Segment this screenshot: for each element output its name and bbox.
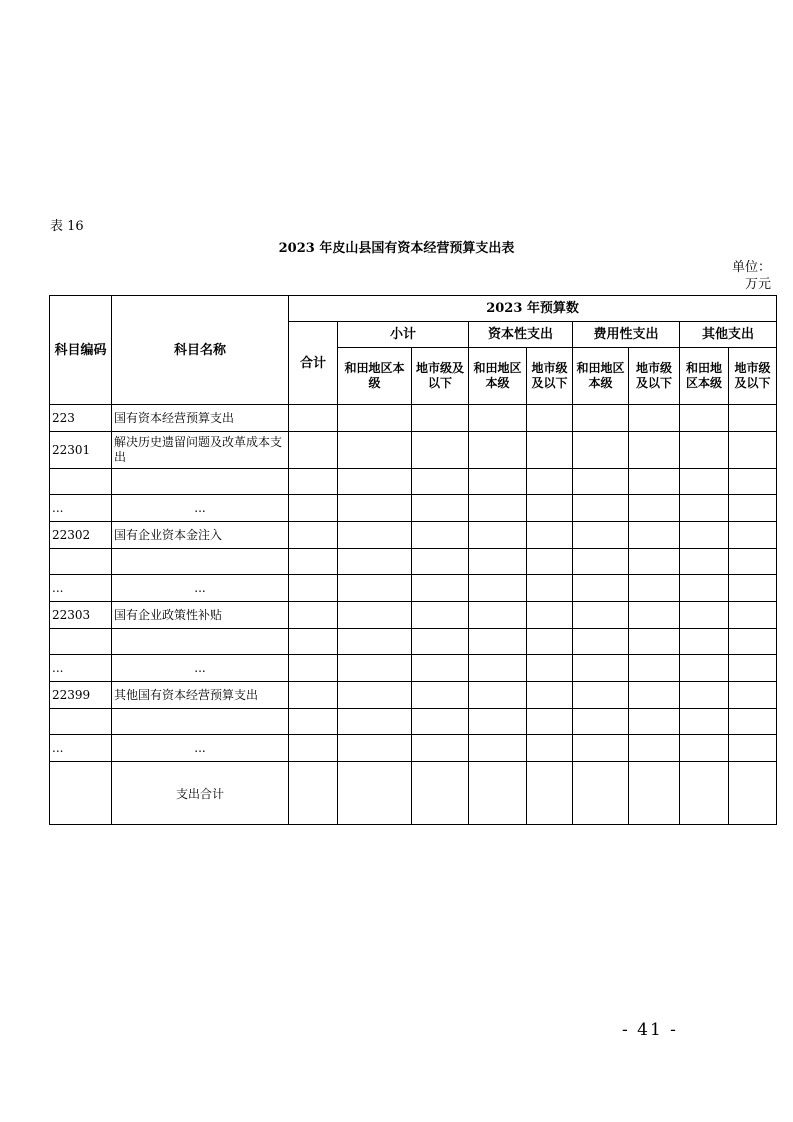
value-cell [680,602,729,629]
value-cell [338,655,412,682]
value-cell [338,549,412,575]
value-cell [289,682,338,709]
value-cell [573,682,629,709]
budget-table [49,295,777,825]
value-cell [729,762,777,825]
unit-label-line1: 单位： [731,260,771,275]
value-cell [629,682,680,709]
row-code: ... [50,495,112,522]
value-cell [412,522,469,549]
value-cell [289,735,338,762]
header-group: 费用性支出 [573,322,680,348]
value-cell [629,405,680,432]
row-name: 国有企业政策性补贴 [112,602,289,629]
header-sub: 地市级及以下 [527,348,573,405]
row-code [50,469,112,495]
value-cell [289,469,338,495]
value-cell [573,522,629,549]
value-cell [729,405,777,432]
page-number: - 41 - [622,1020,678,1040]
value-cell [729,629,777,655]
row-name [112,709,289,735]
value-cell [680,495,729,522]
value-cell [629,469,680,495]
value-cell [338,522,412,549]
value-cell [729,735,777,762]
value-cell [573,405,629,432]
table-row [50,432,777,469]
value-cell [289,405,338,432]
value-cell [629,522,680,549]
value-cell [289,709,338,735]
value-cell [469,682,527,709]
value-cell [469,629,527,655]
value-cell [729,655,777,682]
value-cell [412,575,469,602]
row-name [112,469,289,495]
value-cell [629,735,680,762]
value-cell [680,405,729,432]
row-code: 22399 [50,682,112,709]
value-cell [289,549,338,575]
value-cell [469,709,527,735]
value-cell [573,629,629,655]
total-label: 支出合计 [112,762,289,825]
value-cell [527,405,573,432]
value-cell [527,735,573,762]
header-name: 科目名称 [112,296,289,405]
value-cell [629,575,680,602]
value-cell [729,522,777,549]
table-row [50,629,777,655]
value-cell [289,602,338,629]
value-cell [680,735,729,762]
row-name: ... [112,495,289,522]
value-cell [469,405,527,432]
row-code: 22301 [50,432,112,469]
value-cell [680,522,729,549]
value-cell [338,682,412,709]
value-cell [680,655,729,682]
value-cell [412,762,469,825]
header-group: 其他支出 [680,322,777,348]
value-cell [412,682,469,709]
row-code: ... [50,575,112,602]
row-name: ... [112,575,289,602]
value-cell [338,735,412,762]
table-row [50,735,777,762]
row-name [112,629,289,655]
table-row [50,602,777,629]
value-cell [629,549,680,575]
row-name: 国有资本经营预算支出 [112,405,289,432]
value-cell [338,602,412,629]
table-row [50,682,777,709]
total-code-cell [50,762,112,825]
header-sub: 地市级及以下 [412,348,469,405]
value-cell [629,432,680,469]
value-cell [680,549,729,575]
value-cell [729,495,777,522]
unit-label [732,259,771,293]
value-cell [469,602,527,629]
value-cell [573,495,629,522]
table-row [50,709,777,735]
value-cell [680,709,729,735]
value-cell [573,735,629,762]
value-cell [469,495,527,522]
value-cell [527,469,573,495]
value-cell [527,575,573,602]
header-sub: 和田地区本级 [469,348,527,405]
value-cell [412,655,469,682]
value-cell [469,469,527,495]
value-cell [289,575,338,602]
value-cell [680,575,729,602]
table-row [50,575,777,602]
total-row [50,762,777,825]
value-cell [412,495,469,522]
value-cell [469,549,527,575]
table-row [50,655,777,682]
table-row [50,405,777,432]
value-cell [729,682,777,709]
row-code: 22302 [50,522,112,549]
value-cell [629,762,680,825]
row-code [50,629,112,655]
value-cell [469,655,527,682]
value-cell [289,432,338,469]
value-cell [338,762,412,825]
value-cell [680,682,729,709]
header-total: 合计 [289,322,338,405]
value-cell [412,735,469,762]
value-cell [629,629,680,655]
table-number-label: 表 16 [50,219,84,234]
value-cell [729,469,777,495]
row-name: 其他国有资本经营预算支出 [112,682,289,709]
value-cell [412,709,469,735]
value-cell [527,432,573,469]
row-code [50,709,112,735]
value-cell [729,549,777,575]
row-name: ... [112,655,289,682]
value-cell [527,549,573,575]
value-cell [469,762,527,825]
value-cell [629,495,680,522]
value-cell [527,709,573,735]
value-cell [469,735,527,762]
header-sub: 地市级及以下 [629,348,680,405]
value-cell [412,432,469,469]
document-title: 2023 年皮山县国有资本经营预算支出表 [278,241,515,256]
value-cell [729,432,777,469]
value-cell [338,405,412,432]
row-name: 国有企业资本金注入 [112,522,289,549]
header-sub: 地市级及以下 [729,348,777,405]
table-row [50,522,777,549]
value-cell [573,655,629,682]
value-cell [412,549,469,575]
table-row [50,549,777,575]
value-cell [412,469,469,495]
row-code: ... [50,655,112,682]
value-cell [527,495,573,522]
value-cell [629,655,680,682]
row-code: 223 [50,405,112,432]
value-cell [338,629,412,655]
table-row [50,469,777,495]
value-cell [527,762,573,825]
value-cell [629,709,680,735]
row-code: ... [50,735,112,762]
value-cell [573,762,629,825]
value-cell [527,682,573,709]
header-sub: 和田地区本级 [680,348,729,405]
value-cell [289,762,338,825]
header-group: 小计 [338,322,469,348]
value-cell [573,469,629,495]
table-body [50,405,777,825]
value-cell [338,432,412,469]
value-cell [412,629,469,655]
row-name [112,549,289,575]
header-code: 科目编码 [50,296,112,405]
value-cell [573,575,629,602]
value-cell [338,709,412,735]
value-cell [527,522,573,549]
value-cell [729,602,777,629]
header-budget: 2023 年预算数 [289,296,777,322]
row-name: ... [112,735,289,762]
value-cell [289,629,338,655]
value-cell [680,469,729,495]
value-cell [527,602,573,629]
table-row [50,495,777,522]
header-group: 资本性支出 [469,322,573,348]
value-cell [573,549,629,575]
value-cell [412,602,469,629]
value-cell [469,432,527,469]
value-cell [573,709,629,735]
value-cell [469,575,527,602]
header-sub: 和田地区本级 [573,348,629,405]
value-cell [680,762,729,825]
value-cell [289,655,338,682]
value-cell [680,432,729,469]
row-code: 22303 [50,602,112,629]
value-cell [680,629,729,655]
value-cell [289,495,338,522]
value-cell [469,522,527,549]
value-cell [729,575,777,602]
value-cell [573,602,629,629]
value-cell [338,575,412,602]
row-name: 解决历史遗留问题及改革成本支出 [112,432,289,469]
value-cell [412,405,469,432]
value-cell [573,432,629,469]
unit-label-line2: 万元 [744,277,771,292]
value-cell [629,602,680,629]
value-cell [729,709,777,735]
value-cell [338,469,412,495]
header-sub: 和田地区本级 [338,348,412,405]
value-cell [527,655,573,682]
row-code [50,549,112,575]
value-cell [289,522,338,549]
value-cell [338,495,412,522]
value-cell [527,629,573,655]
